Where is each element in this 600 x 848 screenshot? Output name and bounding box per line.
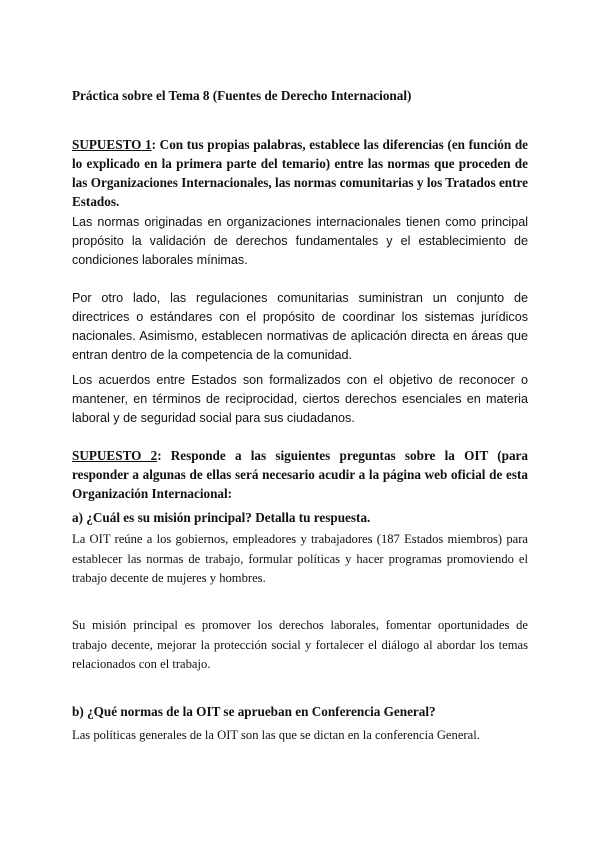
supuesto-1-paragraph: Los acuerdos entre Estados son formalizados con el objetivo de reconocer o mantener, en términos de reciprocidad, ciertos derechos esenciales en materia laboral y de seguridad social para sus ciudadanos. xyxy=(72,373,528,425)
supuesto-1-prompt: : Con tus propias palabras, establece las diferencias (en función de lo explicado en la primera parte del temario) entre las normas que proceden de las Organizaciones Internacionales, las normas comunitarias y los Tratados entre Estados. xyxy=(72,137,529,209)
answer-b-paragraph: Las políticas generales de la OIT son las que se dictan en la conferencia General. xyxy=(72,728,480,742)
question-a: a) ¿Cuál es su misión principal? Detalla tu respuesta. xyxy=(72,510,371,525)
supuesto-2-prompt: : Responde a las siguientes preguntas sobre la OIT (para responder a algunas de ellas será necesario acudir a la página web oficial de esta Organización Internacional: xyxy=(72,448,528,501)
supuesto-1-heading xyxy=(72,135,528,211)
answer-a-paragraph: Su misión principal es promover los derechos laborales, fomentar oportunidades de trabajo decente, mejorar la protección social y fortalecer el diálogo al abordar los temas relacionados con el trabajo. xyxy=(72,618,528,671)
supuesto-1-paragraph: Las normas originadas en organizaciones internacionales tienen como principal propósito la validación de derechos fundamentales y el establecimiento de condiciones laborales mínimas. xyxy=(72,215,528,267)
answer-a-paragraph: La OIT reúne a los gobiernos, empleadores y trabajadores (187 Estados miembros) para establecer las normas de trabajo, formular políticas y hacer programas promoviendo el trabajo decente de mujeres y hombres. xyxy=(72,532,528,585)
supuesto-2-heading xyxy=(72,446,528,503)
question-b: b) ¿Qué normas de la OIT se aprueban en Conferencia General? xyxy=(72,704,436,719)
document-title: Práctica sobre el Tema 8 (Fuentes de Derecho Internacional) xyxy=(72,88,412,103)
supuesto-1-label: SUPUESTO 1 xyxy=(72,137,152,152)
supuesto-1-paragraph: Por otro lado, las regulaciones comunitarias suministran un conjunto de directrices o estándares con el propósito de coordinar los sistemas jurídicos nacionales. Asimismo, establecen normativas de aplicación directa en áreas que entran dentro de la competencia de la comunidad. xyxy=(72,291,528,362)
supuesto-2-label: SUPUESTO 2 xyxy=(72,448,158,463)
